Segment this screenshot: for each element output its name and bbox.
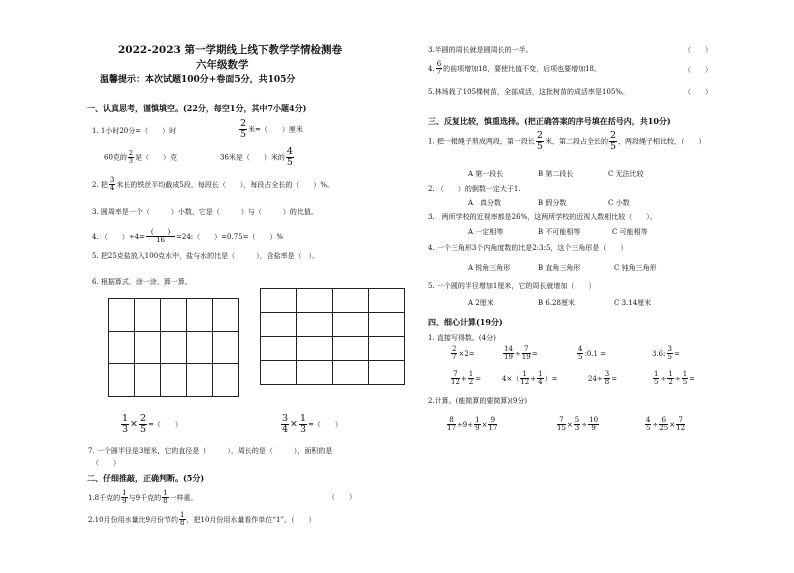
fraction: $\frac{14}{19}$	[504, 345, 513, 362]
fraction: $\frac{( )}{16}$	[146, 229, 175, 245]
s3-q4-option-b[interactable]: B 直角三角形	[538, 264, 581, 272]
s3-q5: 5. 一个圆的半径增加1厘米，它的周长就增加（ ）	[428, 282, 596, 290]
fraction: $\frac{7}{12}$	[451, 370, 460, 387]
s3-q5-option-c[interactable]: C 3.14厘米	[614, 299, 652, 307]
s3-q2-option-c[interactable]: C 小数	[608, 199, 630, 207]
fraction: $\frac{2}{5}$	[609, 130, 616, 152]
fraction: $\frac{6}{25}$	[659, 416, 669, 433]
s3-q4-option-c[interactable]: C 钝角三角形	[614, 264, 657, 272]
fraction: $\frac{10}{9}$	[589, 416, 599, 433]
s3-q2-option-a[interactable]: A 真分数	[468, 199, 502, 207]
s1-q5: 5. 把25克盐放入100克水中，盐与水的比是（ ），含盐率是（ ）。	[92, 252, 320, 260]
calc-3b: $\frac{7}{15}$ × $\frac{5}{3}$ ÷ $\frac{10}{9}$	[557, 416, 599, 433]
fraction: $\frac{6}{7}$	[436, 60, 442, 77]
s3-q3: 3. 两所学校的近视率都是26%，这两所学校的近视人数相比较（ ）。	[428, 213, 657, 221]
s3-q5-option-a[interactable]: A 2厘米	[468, 299, 494, 307]
section-3-heading: 三、反复比较，慎重选择。(把正确答案的序号填在括号内，共10分)	[428, 116, 671, 126]
fraction: $\frac{4}{5}$	[286, 146, 293, 168]
exam-subtitle: 六年级数学	[196, 59, 249, 71]
fraction: $\frac{2}{5}$	[140, 413, 147, 435]
shading-grid-left[interactable]	[108, 298, 239, 397]
s3-q5-option-b[interactable]: B 6.28厘米	[538, 299, 575, 307]
fraction: $\frac{1}{3}$	[122, 413, 129, 435]
s1-q6-expr-a: $\frac{1}{3}$ × $\frac{2}{5}$ =（ ）	[122, 413, 182, 435]
s2-q4: 4. $\frac{6}{7}$ 的前项增加18，要使比值不变，后项也要增加18。	[428, 60, 601, 77]
s3-q4-option-a[interactable]: A 锐角三角形	[468, 264, 511, 272]
fraction: $\frac{1}{9}$	[475, 416, 480, 433]
s2-q5-paren: （ ）	[684, 88, 712, 96]
fraction: $\frac{1}{5}$	[682, 370, 688, 387]
fraction: $\frac{7}{15}$	[557, 416, 566, 433]
s1-q7-paren: （ ）	[92, 459, 120, 467]
fraction: $\frac{1}{8}$	[180, 511, 185, 528]
exam-tip: 温馨提示：本次试题100分+卷面5分，共105分	[100, 75, 296, 85]
calc-3a: $\frac{8}{17}$ ÷9+ $\frac{1}{9}$ × $\frac{9}{17}$	[447, 416, 498, 433]
s1-q6: 6. 根据算式，涂一涂，算一算。	[92, 278, 192, 286]
calc-2a: $\frac{7}{12}$ + $\frac{1}{2}$ =	[451, 370, 482, 387]
fraction: $\frac{1}{12}$	[520, 370, 530, 387]
section-4-heading: 四、细心计算(19分)	[428, 317, 503, 327]
s3-q1-option-c[interactable]: C 无法比较	[608, 170, 644, 178]
s3-q3-option-a[interactable]: A 一定相等	[468, 228, 504, 236]
calc-1c: $\frac{4}{5}$ :0.1 =	[578, 345, 607, 362]
fraction: $\frac{8}{17}$	[447, 416, 456, 433]
shading-grid-right[interactable]	[260, 288, 405, 385]
fraction: $\frac{2}{7}$	[452, 345, 457, 362]
fraction: $\frac{3}{4}$	[109, 176, 115, 193]
fraction: $\frac{2}{5}$	[240, 118, 247, 140]
fraction: $\frac{2}{3}$	[128, 149, 134, 165]
s3-q1-option-a[interactable]: A 第一段长	[468, 170, 504, 178]
s3-q4: 4. 一个三角形3个内角度数的比是2:3:5，这个三角形是（ ）	[428, 244, 628, 252]
fraction: $\frac{1}{2}$	[468, 370, 474, 387]
calc-3c: $\frac{4}{5}$ ÷ $\frac{6}{25}$ × $\frac{7}{12}$	[646, 416, 686, 433]
section-2-heading: 二、仔细推敲，正确判断。(5分)	[87, 473, 205, 483]
calc-2b: 4×（ $\frac{1}{12}$ + $\frac{1}{4}$ ）=	[502, 370, 558, 387]
s4-sub2: 2.计算。(能简算的要简算)(9分)	[428, 397, 528, 405]
calc-2d: $\frac{1}{5}$ ÷ $\frac{1}{2}$ ÷ $\frac{1}{5}$ =	[654, 370, 696, 387]
calc-1b: $\frac{14}{19}$ ÷ $\frac{7}{19}$ =	[504, 345, 538, 362]
fraction: $\frac{4}{5}$	[646, 416, 651, 433]
s1-q4: 4. （ ）÷4= $\frac{( )}{16}$ =24:（ ）=0.75=（ ）%	[92, 228, 284, 245]
s1-q2: 2. 把 $\frac{3}{4}$ 米长的铁丝平均截成5段，每段长（ ），每段占全长的（ ）%。	[92, 176, 334, 193]
calc-1a: $\frac{2}{7}$ ×2=	[452, 345, 475, 362]
fraction: $\frac{1}{4}$	[538, 370, 543, 387]
fraction: $\frac{7}{12}$	[676, 416, 686, 433]
s3-q2-option-b[interactable]: B 假分数	[538, 199, 567, 207]
fraction: $\frac{3}{4}$	[282, 413, 289, 435]
s3-q1-option-b[interactable]: B 第二段长	[538, 170, 574, 178]
fraction: $\frac{4}{5}$	[578, 345, 583, 362]
calc-2c: 24÷ $\frac{3}{8}$ =	[588, 370, 618, 387]
fraction: $\frac{3}{8}$	[604, 370, 610, 387]
s3-q2: 2. （ ）的倒数一定大于1.	[428, 185, 521, 193]
fraction: $\frac{3}{5}$	[667, 345, 672, 362]
s3-q3-option-b[interactable]: B 不可能相等	[538, 228, 581, 236]
fraction: $\frac{7}{19}$	[521, 345, 531, 362]
fraction: $\frac{5}{3}$	[574, 416, 580, 433]
fraction: $\frac{1}{9}$	[122, 489, 127, 506]
fraction: $\frac{1}{8}$	[163, 489, 168, 506]
s1-q7: 7. 一个圆半径是3厘米，它的直径是（ ），周长的是（ ），面积的是	[88, 447, 333, 455]
calc-1d: 3.6: $\frac{3}{5}$ =	[652, 345, 680, 362]
section-1-heading: 一、认真思考，谨慎填空。(22分，每空1分，其中7小题4分)	[87, 103, 307, 113]
s2-q1: 1.8千克的 $\frac{1}{9}$ 与9千克的 $\frac{1}{8}$ 一样重。	[88, 489, 198, 506]
s1-q1-part-c: 60克的 $\frac{2}{3}$ 是（ ）克	[104, 149, 178, 165]
s1-q3: 3. 圆周率是一个（ ）小数，它是（ ）与（ ）的比值。	[92, 208, 318, 216]
s2-q1-paren: （ ）	[328, 493, 356, 501]
s2-q3: 3.半圆的周长就是圆周长的一半。	[428, 46, 533, 54]
fraction: $\frac{1}{2}$	[668, 370, 673, 387]
fraction: $\frac{2}{5}$	[536, 130, 543, 152]
s3-q1: 1. 把一根绳子剪成两段，第一段长 $\frac{2}{5}$ 米，第二段占全长的 $\frac{2}{5}$ ，两段绳子相比较，（ ）	[428, 130, 706, 152]
s1-q1-part-b: $\frac{2}{5}$ 米=（ ）厘米	[240, 118, 303, 140]
fraction: $\frac{9}{17}$	[488, 416, 498, 433]
s3-q3-option-c[interactable]: C 可能相等	[612, 228, 648, 236]
s2-q5: 5.林场栽了105棵树苗，全部成活，这批树苗的成活率是105%。	[428, 88, 630, 96]
s4-sub1: 1. 直接写得数。(4分)	[428, 334, 496, 342]
s2-q2: 2.10月份用水量比9月份节约 $\frac{1}{8}$ ，把10月份用水量看作单位“1”。（ ）	[88, 511, 316, 528]
s2-q3-paren: （ ）	[684, 46, 712, 54]
fraction: $\frac{1}{5}$	[654, 370, 659, 387]
s1-q6-expr-b: $\frac{3}{4}$ × $\frac{1}{3}$ =（ ）	[282, 413, 342, 435]
fraction: $\frac{1}{3}$	[300, 413, 307, 435]
s1-q1-part-a: 1. 1小时20分=（ ）时	[92, 127, 177, 135]
exam-title: 2022-2023 第一学期线上线下教学学情检测卷	[118, 44, 342, 56]
s2-q4-paren: （ ）	[684, 66, 712, 74]
s1-q1-part-d: 36米是（ ）米的 $\frac{4}{5}$	[220, 146, 293, 168]
